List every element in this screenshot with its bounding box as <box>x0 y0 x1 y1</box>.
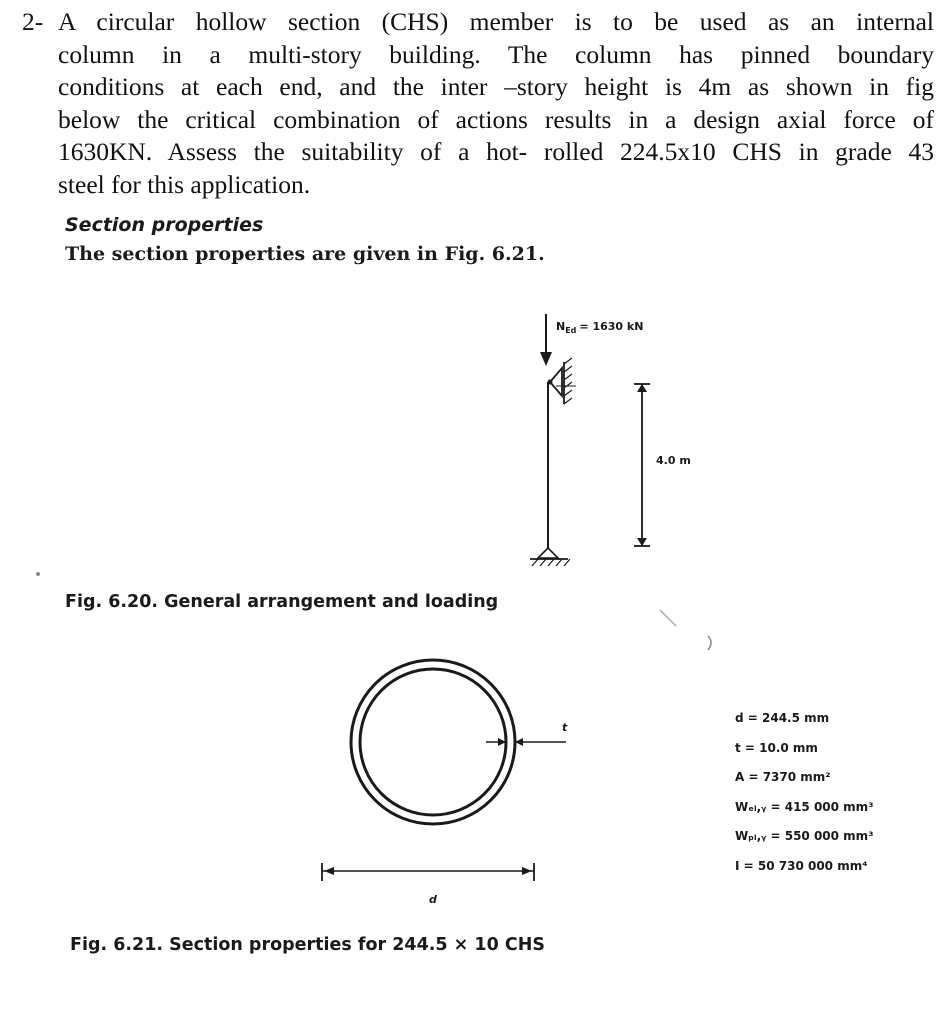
property-area: A = 7370 mm² <box>735 770 831 784</box>
problem-line: below the critical combination of actions results in a design axial force of <box>58 104 934 134</box>
height-label: 4.0 m <box>656 454 691 467</box>
section-properties-heading: Section properties <box>65 214 264 236</box>
height-dimension <box>634 384 650 546</box>
problem-statement <box>22 6 934 201</box>
thickness-dimension <box>486 738 566 746</box>
problem-line: A circular hollow section (CHS) member is to be used as an internal <box>58 7 934 36</box>
fig-6-20-diagram <box>520 300 740 570</box>
diameter-dimension <box>322 863 534 881</box>
section-properties-list <box>735 704 873 881</box>
axial-load-arrow <box>540 314 552 366</box>
property-d: d = 244.5 mm <box>735 711 830 725</box>
fig-6-21-diagram <box>320 655 580 915</box>
problem-line: conditions at each end, and the inter –story height is 4m as shown in fig <box>58 72 934 101</box>
problem-number: 2- <box>22 7 44 36</box>
problem-line: 1630KN. Assess the suitability of a hot- rolled 224.5x10 CHS in grade 43 <box>58 137 934 166</box>
load-label: $N_{Ed} = 1630$ kN <box>556 320 644 335</box>
top-support-icon <box>548 358 577 404</box>
problem-line: steel for this application. <box>58 169 311 199</box>
scan-artifacts <box>20 560 740 670</box>
fig-6-20-caption: Fig. 6.20. General arrangement and loading <box>65 592 499 612</box>
property-inertia: I = 50 730 000 mm⁴ <box>735 858 868 873</box>
thickness-label: t <box>562 721 568 734</box>
property-t: t = 10.0 mm <box>735 740 818 755</box>
problem-line: column in a multi-story building. The column has pinned boundary <box>58 39 934 69</box>
diameter-label: d <box>429 893 437 906</box>
problem-text <box>58 6 934 201</box>
section-properties-text: The section properties are given in Fig. 6.21. <box>65 243 545 265</box>
property-wpl: Wₚₗ,ᵧ = 550 000 mm³ <box>735 829 874 843</box>
fig-6-21-caption: Fig. 6.21. Section properties for 244.5 × 10 CHS <box>70 935 545 955</box>
property-wel: Wₑₗ,ᵧ = 415 000 mm³ <box>735 799 874 814</box>
